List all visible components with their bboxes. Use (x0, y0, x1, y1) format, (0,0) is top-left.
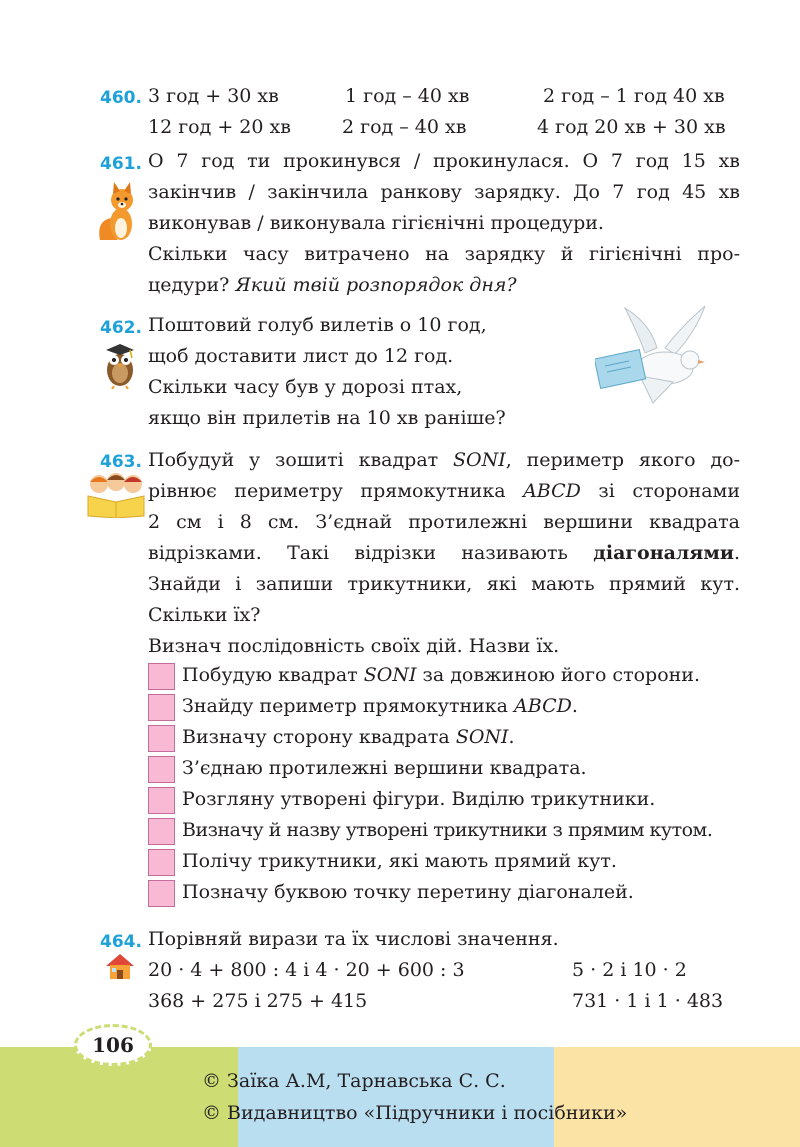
footer-band-yellow (554, 1047, 800, 1147)
task-number-462: 462. (100, 318, 142, 338)
step-3-text: Визначу сторону квадрата SONI. (182, 726, 515, 748)
step-2-text: Знайду периметр прямокутника ABCD. (182, 695, 578, 717)
task-461-line4: Скільки часу витрачено на зарядку й гігієнічні про- (148, 243, 740, 265)
task-461-line5: цедури? Який твій розпорядок дня? (148, 274, 517, 296)
step-checkbox[interactable] (148, 694, 175, 721)
task-463-line2: рівнює периметру прямокутника ABCD зі сторонами (148, 480, 740, 502)
task-number-461: 461. (100, 154, 142, 174)
expr-460-2: 1 год – 40 хв (345, 85, 470, 107)
task-464-expr-4: 731 · 1 і 1 · 483 (572, 990, 724, 1012)
task-464-title: Порівняй вирази та їх числові значення. (148, 928, 559, 950)
home-task-icon (104, 952, 136, 980)
step-5-text: Розгляну утворені фігури. Виділю трикутники. (182, 788, 656, 810)
task-463-line7: Визнач послідовність своїх дій. Назви їх. (148, 635, 560, 657)
task-463-line4: відрізками. Такі відрізки називають діагоналями. (148, 542, 740, 564)
expr-460-4: 12 год + 20 хв (148, 116, 291, 138)
task-461-line2: закінчив / закінчила ранкову зарядку. До 7 год 45 хв (148, 181, 740, 203)
step-checkbox[interactable] (148, 756, 175, 783)
step-6-text: Визначу й назву утворені трикутники з прямим кутом. (182, 819, 713, 841)
step-8-text: Позначу буквою точку перетину діагоналей. (182, 881, 634, 903)
copyright-authors: © Заїка А.М, Тарнавська С. С. (202, 1070, 506, 1092)
expr-460-3: 2 год – 1 год 40 хв (543, 85, 725, 107)
task-464-expr-3: 368 + 275 і 275 + 415 (148, 990, 368, 1012)
task-462-line1: Поштовий голуб вилетів о 10 год, (148, 314, 487, 336)
task-461-line1: О 7 год ти прокинувся / прокинулася. О 7 год 15 хв (148, 150, 740, 172)
owl-teacher-icon (100, 340, 140, 390)
task-463-line1: Побудуй у зошиті квадрат SONI, периметр якого до- (148, 449, 741, 471)
task-number-463: 463. (100, 452, 142, 472)
page-number: 106 (92, 1033, 134, 1057)
task-464-expr-2: 5 · 2 і 10 · 2 (572, 959, 687, 981)
step-7-text: Полічу трикутники, які мають прямий кут. (182, 850, 617, 872)
pigeon-with-letter-image (595, 298, 720, 410)
step-checkbox[interactable] (148, 725, 175, 752)
task-463-line3: 2 см і 8 см. З’єднай протилежні вершини квадрата (148, 511, 740, 533)
children-reading-icon (86, 472, 146, 518)
step-checkbox[interactable] (148, 818, 175, 845)
task-463-line6: Скільки їх? (148, 604, 261, 626)
task-462-line3: Скільки часу був у дорозі птах, (148, 376, 463, 398)
task-462-line2: щоб доставити лист до 12 год. (148, 345, 454, 367)
step-checkbox[interactable] (148, 849, 175, 876)
task-463-line5: Знайди і запиши трикутники, які мають прямий кут. (148, 573, 740, 595)
task-462-line4: якщо він прилетів на 10 хв раніше? (148, 407, 506, 429)
fox-icon (94, 180, 140, 250)
step-1-text: Побудую квадрат SONI за довжиною його сторони. (182, 664, 700, 686)
expr-460-5: 2 год – 40 хв (342, 116, 467, 138)
task-number-464: 464. (100, 932, 142, 952)
step-checkbox[interactable] (148, 663, 175, 690)
expr-460-6: 4 год 20 хв + 30 хв (537, 116, 726, 138)
copyright-publisher: © Видавництво «Підручники і посібники» (202, 1102, 628, 1124)
step-4-text: З’єднаю протилежні вершини квадрата. (182, 757, 587, 779)
expr-460-1: 3 год + 30 хв (148, 85, 279, 107)
task-number-460: 460. (100, 88, 142, 108)
step-checkbox[interactable] (148, 787, 175, 814)
task-464-expr-1: 20 · 4 + 800 : 4 і 4 · 20 + 600 : 3 (148, 959, 465, 981)
step-checkbox[interactable] (148, 880, 175, 907)
task-461-line3: виконував / виконувала гігієнічні процедури. (148, 212, 604, 234)
footer-band-blue (238, 1047, 554, 1147)
